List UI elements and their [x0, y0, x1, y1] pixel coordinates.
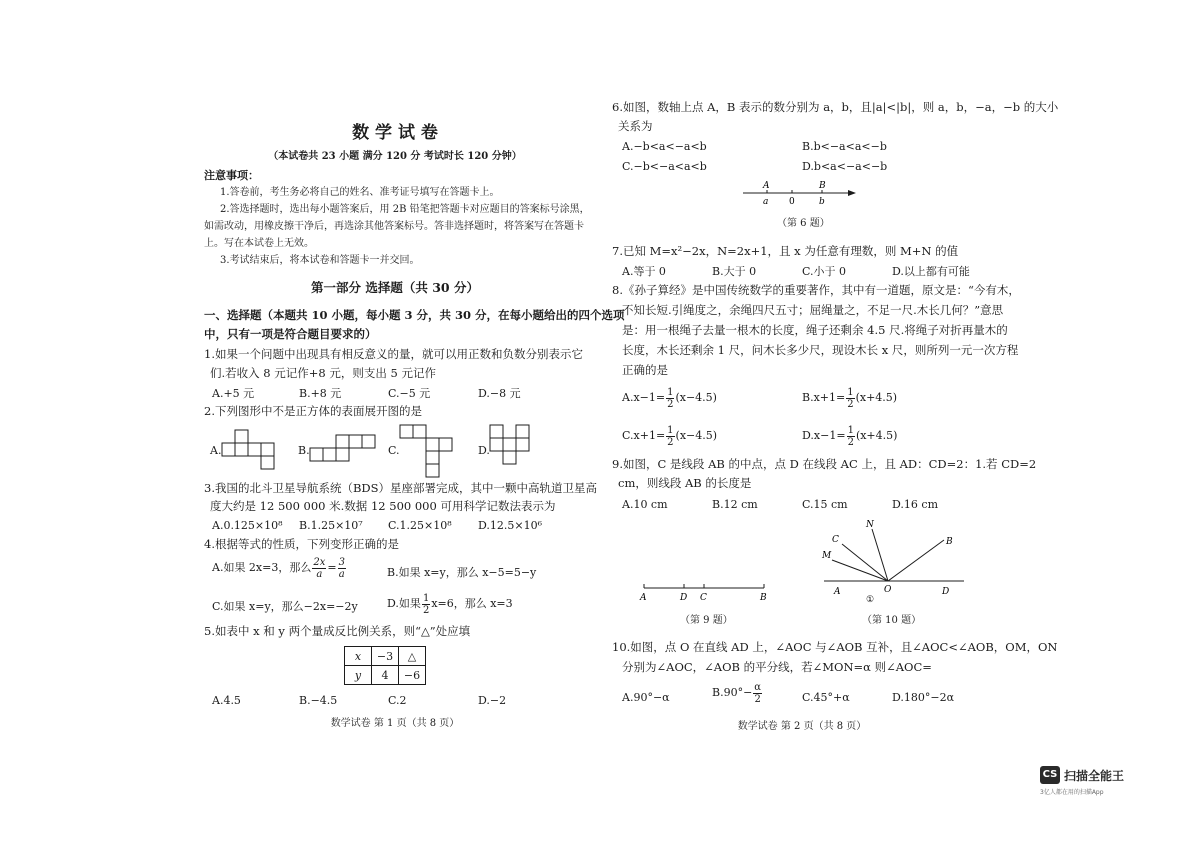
q3-option-c: C.1.25×10⁸ [388, 519, 452, 532]
point-label-o: O [884, 585, 892, 595]
part1-heading: 第一部分 选择题（共 30 分） [311, 280, 479, 295]
q9-stem-line2: cm，则线段 AB 的长度是 [618, 476, 752, 490]
q6-stem-line1: 6.如图，数轴上点 A，B 表示的数分别为 a，b，且|a|<|b|，则 a，b，−a，−b 的大小 [612, 100, 1059, 114]
q6-option-a: A.−b<a<−a<b [622, 140, 707, 153]
q10-stem-line2: 分别为∠AOC，∠AOB 的平分线，若∠MON=α 则∠AOC= [622, 660, 932, 674]
q1-option-d: D.−8 元 [478, 387, 521, 400]
q8-option-c [622, 424, 717, 448]
scanner-watermark [1040, 766, 1150, 796]
fraction-numerator: α [754, 681, 762, 693]
q6-number-line-figure [740, 178, 865, 208]
q8-option-a [622, 386, 717, 410]
q6-caption: （第 6 题） [777, 218, 830, 229]
fraction-denominator: a [338, 568, 345, 580]
q7-option-a: A.等于 0 [622, 265, 666, 278]
notice-1: 1.答卷前，考生务必将自己的姓名、准考证号填写在答题卡上。 [220, 187, 500, 198]
q1-option-c: C.−5 元 [388, 387, 431, 400]
q4-option-b: B.如果 x=y，那么 x−5=5−y [387, 566, 537, 579]
point-label-c: C [700, 593, 707, 603]
q8-option-b [802, 386, 897, 410]
q8-a-prefix: A.x−1= [622, 391, 666, 404]
q4-a-prefix: A.如果 2x=3，那么 [212, 561, 312, 574]
q7-stem: 7.已知 M=x²−2x，N=2x+1，且 x 为任意有理数，则 M+N 的值 [612, 244, 959, 258]
figure-marker-one: ① [866, 595, 875, 605]
half-fraction [666, 387, 674, 410]
section-instruction-2: 中，只有一项是符合题目要求的） [204, 327, 377, 341]
fraction-denominator: 2 [847, 398, 854, 410]
q4-a-fraction-2 [338, 557, 346, 580]
q10-caption: （第 10 题） [862, 615, 922, 626]
q5-option-c: C.2 [388, 694, 407, 707]
q8-b-prefix: B.x+1= [802, 391, 846, 404]
q2-label-c: C. [388, 444, 400, 457]
q8-a-suffix: (x−4.5) [675, 391, 717, 404]
cube-net-figures [200, 420, 560, 478]
point-label-b: B [760, 593, 767, 603]
table-row [345, 647, 426, 666]
q10-stem-line1: 10.如图，点 O 在直线 AD 上，∠AOC 与∠AOB 互补，且∠AOC<∠AOB，OM，ON [612, 640, 1058, 654]
q10-b-prefix: B.90°− [712, 686, 753, 699]
q6-option-d: D.b<a<−a<−b [802, 160, 888, 173]
q8-c-suffix: (x−4.5) [675, 429, 718, 442]
point-label-d: D [942, 587, 950, 597]
q10-option-b [712, 681, 763, 705]
fraction-numerator: 2x [313, 556, 326, 568]
table-cell: −6 [399, 666, 426, 685]
ray-oc [842, 544, 888, 581]
fraction-numerator: 1 [667, 424, 674, 436]
table-cell: x [345, 647, 372, 666]
fraction-numerator: 1 [847, 386, 854, 398]
q8-line-4: 长度，木长还剩余 1 尺，问木长多少尺，现设木长 x 尺，则所列一元一次方程 [622, 343, 1019, 357]
q10-angle-figure [818, 514, 968, 609]
table-row [345, 666, 426, 685]
q8-c-prefix: C.x+1= [622, 429, 666, 442]
q8-d-suffix: (x+4.5) [855, 429, 898, 442]
q5-option-d: D.−2 [478, 694, 507, 707]
fraction-numerator: 1 [422, 592, 430, 604]
q9-segment-figure [636, 576, 776, 606]
q4-option-d [387, 592, 513, 616]
q5-stem: 5.如表中 x 和 y 两个量成反比例关系，则“△”处应填 [204, 624, 471, 638]
q2-label-a: A. [210, 444, 222, 457]
q1-option-a: A.+5 元 [212, 387, 255, 400]
q1-option-b: B.+8 元 [299, 387, 342, 400]
notice-2c: 上。写在本试卷上无效。 [204, 238, 314, 249]
q9-caption: （第 9 题） [680, 615, 733, 626]
fraction-numerator: 1 [847, 424, 854, 436]
half-fraction [666, 425, 674, 448]
q3-stem-line2: 度大约是 12 500 000 米.数据 12 500 000 可用科学记数法表示为 [210, 499, 556, 513]
q8-line-2: 不知长短.引绳度之，余绳四尺五寸；屈绳量之，不足一尺.木长几何？”意思 [622, 303, 1004, 317]
table-cell: 4 [372, 666, 399, 685]
q4-stem: 4.根据等式的性质，下列变形正确的是 [204, 537, 399, 551]
q8-option-d [802, 424, 897, 448]
q4-a-fraction-1 [312, 557, 326, 580]
value-label-b: b [819, 197, 825, 207]
notice-heading: 注意事项： [204, 169, 259, 182]
point-label-b: B [946, 537, 953, 547]
point-label-m: M [822, 551, 832, 561]
q7-option-d: D.以上都有可能 [892, 265, 970, 278]
q10-b-fraction [753, 682, 762, 705]
app-name: 扫描全能王 [1064, 768, 1125, 783]
q10-option-a: A.90°−α [622, 691, 670, 704]
q10-option-d: D.180°−2α [892, 691, 955, 704]
q3-stem-line1: 3.我国的北斗卫星导航系统（BDS）星座部署完成，其中一颗中高轨道卫星高 [204, 481, 598, 495]
app-tagline: 3亿人都在用的扫描App [1040, 789, 1104, 796]
q7-option-b: B.大于 0 [712, 265, 757, 278]
section-instruction-1: 一、选择题（本题共 10 小题，每小题 3 分，共 30 分，在每小题给出的四个选项 [204, 308, 625, 322]
notice-2: 2.答选择题时，选出每小题答案后，用 2B 铅笔把答题卡对应题目的答案标号涂黑， [220, 204, 590, 215]
q5-option-b: B.−4.5 [299, 694, 338, 707]
point-label-a-upper: A [763, 181, 770, 191]
q8-line-1: 8.《孙子算经》是中国传统数学的重要著作，其中有一道题，原文是：“今有木， [612, 283, 1020, 297]
q9-option-d: D.16 cm [892, 498, 939, 511]
q9-stem-line1: 9.如图，C 是线段 AB 的中点，点 D 在线段 AC 上，且 AD：CD=2：1.若 CD=2 [612, 457, 1037, 471]
fraction-denominator: 2 [847, 436, 854, 448]
fraction-numerator: 3 [338, 556, 345, 568]
half-fraction [847, 425, 855, 448]
q9-option-c: C.15 cm [802, 498, 848, 511]
q8-b-suffix: (x+4.5) [855, 391, 898, 404]
ray-ob [888, 540, 944, 581]
fraction-denominator: a [316, 568, 323, 580]
q5-table [344, 646, 426, 685]
point-label-c: C [832, 535, 839, 545]
q4-a-equals: = [327, 561, 337, 574]
q4-option-c: C.如果 x=y，那么−2x=−2y [212, 600, 358, 613]
point-label-n: N [866, 520, 874, 530]
fraction-denominator: 2 [667, 436, 674, 448]
q4-option-a [212, 556, 347, 580]
q8-line-3: 是：用一根绳子去量一根木的长度，绳子还剩余 4.5 尺.将绳子对折再量木的 [622, 323, 1008, 337]
point-label-a: A [834, 587, 841, 597]
notice-3: 3.考试结束后，将本试卷和答题卡一并交回。 [220, 255, 420, 266]
value-label-zero: 0 [789, 197, 795, 207]
q8-line-5: 正确的是 [622, 363, 668, 377]
q9-option-b: B.12 cm [712, 498, 758, 511]
q1-stem-line2: 们.若收入 8 元记作+8 元，则支出 5 元记作 [210, 366, 437, 380]
q4-d-fraction [422, 593, 430, 616]
exam-subtitle: （本试卷共 23 小题 满分 120 分 考试时长 120 分钟） [268, 151, 522, 162]
fraction-denominator: 2 [754, 693, 761, 705]
left-page-footer: 数学试卷 第 1 页（共 8 页） [330, 718, 460, 729]
q4-d-prefix: D.如果 [387, 597, 421, 610]
camscanner-logo-icon: CS [1040, 766, 1060, 784]
table-cell: y [345, 666, 372, 685]
point-label-a: A [640, 593, 647, 603]
q6-option-c: C.−b<−a<a<b [622, 160, 707, 173]
q2-label-d: D. [478, 444, 490, 457]
point-label-b-upper: B [819, 181, 826, 191]
q4-d-suffix: x=6，那么 x=3 [431, 597, 513, 610]
half-fraction [846, 387, 854, 410]
fraction-denominator: 2 [667, 398, 674, 410]
fraction-denominator: 2 [422, 604, 430, 616]
arrow-head-icon [848, 190, 856, 196]
point-label-d: D [680, 593, 688, 603]
q9-option-a: A.10 cm [622, 498, 668, 511]
q3-option-b: B.1.25×10⁷ [299, 519, 363, 532]
exam-title: 数 学 试 卷 [352, 123, 438, 143]
q2-stem: 2.下列图形中不是正方体的表面展开图的是 [204, 404, 422, 418]
q3-option-a: A.0.125×10⁸ [212, 519, 283, 532]
fraction-numerator: 1 [667, 386, 674, 398]
ray-om [832, 560, 888, 581]
q6-stem-line2: 关系为 [618, 119, 653, 133]
ray-on [872, 529, 888, 581]
table-cell: −3 [372, 647, 399, 666]
q5-option-a: A.4.5 [212, 694, 241, 707]
table-cell: △ [399, 647, 426, 666]
q6-option-b: B.b<−a<a<−b [802, 140, 887, 153]
q7-option-c: C.小于 0 [802, 265, 847, 278]
q1-stem-line1: 1.如果一个问题中出现具有相反意义的量，就可以用正数和负数分别表示它 [204, 347, 583, 361]
q2-label-b: B. [298, 444, 310, 457]
notice-2b: 如需改动，用橡皮擦干净后，再选涂其他答案标号。答非选择题时，将答案写在答题卡 [204, 221, 584, 232]
value-label-a: a [763, 197, 769, 207]
q10-option-c: C.45°+α [802, 691, 850, 704]
q8-d-prefix: D.x−1= [802, 429, 846, 442]
q3-option-d: D.12.5×10⁶ [478, 519, 543, 532]
right-page-footer: 数学试卷 第 2 页（共 8 页） [737, 721, 867, 732]
